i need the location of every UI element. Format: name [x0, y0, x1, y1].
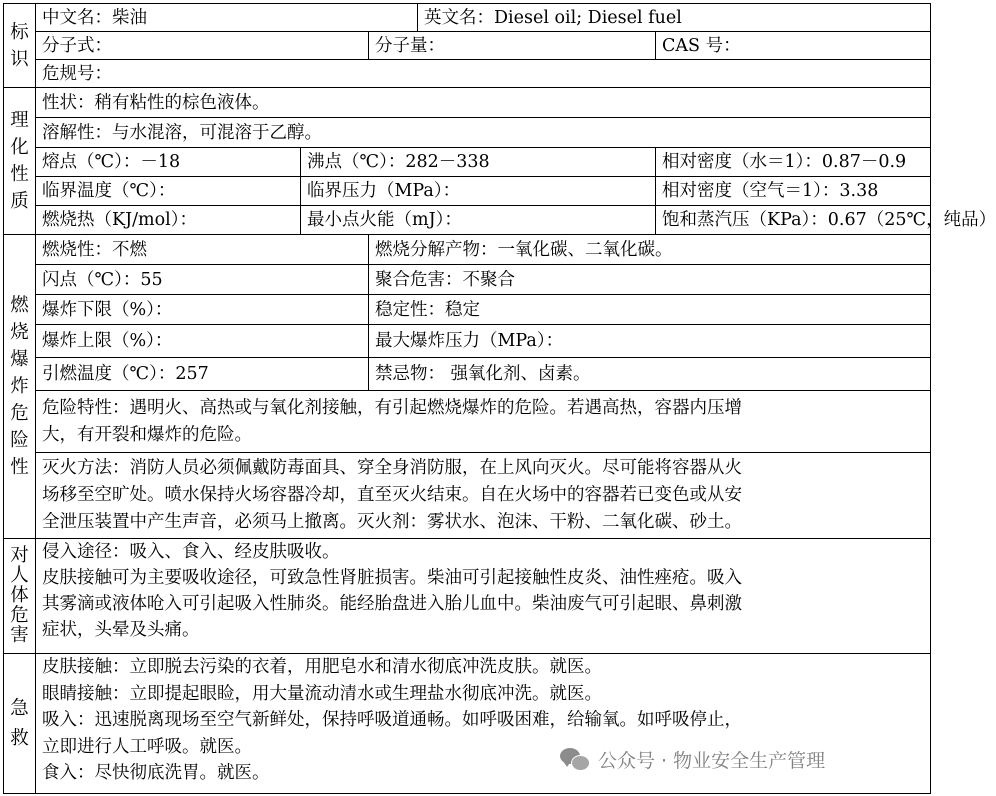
- section-identity: 标 识: [4, 4, 36, 88]
- hazard-characteristics: 危险特性：遇明火、高热或与氧化剂接触，有引起燃烧爆炸的危险。若遇高热，容器内压增 大，有开裂和爆炸的危险。: [36, 391, 931, 453]
- molecular-weight: 分子量：: [369, 32, 656, 60]
- first-aid-eye: 眼睛接触：立即提起眼睑，用大量流动清水或生理盐水彻底冲洗。就医。: [42, 683, 602, 704]
- boiling-point: 沸点（℃）：282－338: [301, 148, 656, 177]
- stability: 稳定性：稳定: [369, 295, 931, 325]
- flammability: 燃烧性：不燃: [36, 235, 369, 265]
- section-physchem: 理 化 性 质: [4, 88, 36, 235]
- cas-number: CAS 号：: [656, 32, 931, 60]
- melting-point: 熔点（℃）：－18: [36, 148, 301, 177]
- hazard-number: 危规号：: [36, 60, 931, 88]
- incompatible-materials: 禁忌物： 强氧化剂、卤素。: [369, 358, 931, 391]
- first-aid-ingestion: 食入：尽快彻底洗胃。就医。: [42, 763, 270, 783]
- molecular-formula: 分子式：: [36, 32, 369, 60]
- critical-pressure: 临界压力（MPa）：: [301, 177, 656, 206]
- msds-table: [3, 3, 996, 794]
- first-aid-text: 皮肤接触：立即脱去污染的衣着，用肥皂水和清水彻底冲洗皮肤。就医。 眼睛接触：立即提起眼睑，用大量流动清水或生理盐水彻底冲洗。就医。 吸入：迅速脱离现场至空气新鲜处，保持呼吸道通畅。如呼吸困难，给输氧。如呼吸停止， 立即进行人工呼吸。就医。 食入：尽快彻底洗胃。就医。: [36, 654, 931, 794]
- combustion-heat: 燃烧热（KJ/mol）：: [36, 206, 301, 235]
- extinguishing-method: 灭火方法：消防人员必须佩戴防毒面具、穿全身消防服，在上风向灭火。尽可能将容器从火 场移至空旷处。喷水保持火场容器冷却，直至灭火结束。自在火场中的容器若已变色或从安 全泄压装置中产生声音，必须马上撤离。灭火剂：雾状水、泡沫、干粉、二氧化碳、砂土。: [36, 453, 931, 539]
- relative-density-air: 相对密度（空气＝1）：3.38: [656, 177, 931, 206]
- section-health-hazard: 对 人 体 危 害: [4, 539, 36, 654]
- vapor-pressure: 饱和蒸汽压（KPa）：0.67（25℃，纯品）: [656, 206, 931, 235]
- section-first-aid: 急 救: [4, 654, 36, 794]
- appearance: 性状：稍有粘性的棕色液体。: [36, 88, 931, 118]
- lower-explosive-limit: 爆炸下限（%）：: [36, 295, 369, 325]
- max-explosion-pressure: 最大爆炸压力（MPa）：: [369, 325, 931, 358]
- first-aid-skin: 皮肤接触：立即脱去污染的衣着，用肥皂水和清水彻底冲洗皮肤。就医。: [42, 657, 602, 677]
- first-aid-inhalation: 吸入：迅速脱离现场至空气新鲜处，保持呼吸道通畅。如呼吸困难，给输氧。如呼吸停止，: [42, 710, 742, 730]
- flash-point: 闪点（℃）：55: [36, 265, 369, 295]
- upper-explosive-limit: 爆炸上限（%）：: [36, 325, 369, 358]
- relative-density-water: 相对密度（水＝1）：0.87－0.9: [656, 148, 931, 177]
- wechat-icon: [560, 746, 590, 772]
- solubility: 溶解性：与水混溶，可混溶于乙醇。: [36, 118, 931, 148]
- chinese-name: 中文名：柴油: [36, 4, 418, 32]
- watermark-text: 公众号 · 物业安全生产管理: [598, 749, 826, 772]
- polymerization-hazard: 聚合危害：不聚合: [369, 265, 931, 295]
- watermark: [560, 744, 825, 774]
- autoignition-temperature: 引燃温度（℃）：257: [36, 358, 369, 391]
- combustion-products: 燃烧分解产物：一氧化碳、二氧化碳。: [369, 235, 931, 265]
- critical-temperature: 临界温度（℃）：: [36, 177, 301, 206]
- section-fire-explosion: 燃 烧 爆 炸 危 险 性: [4, 235, 36, 539]
- min-ignition-energy: 最小点火能（mJ）：: [301, 206, 656, 235]
- english-name: 英文名：Diesel oil; Diesel fuel: [418, 4, 931, 32]
- health-hazard-text: 侵入途径：吸入、食入、经皮肤吸收。 皮肤接触可为主要吸收途径，可致急性肾脏损害。柴油可引起接触性皮炎、油性痤疮。吸入 其雾滴或液体呛入可引起吸入性肺炎。能经胎盘进入胎儿血中。柴油废气可引起眼、鼻刺激 症状，头晕及头痛。: [36, 539, 931, 654]
